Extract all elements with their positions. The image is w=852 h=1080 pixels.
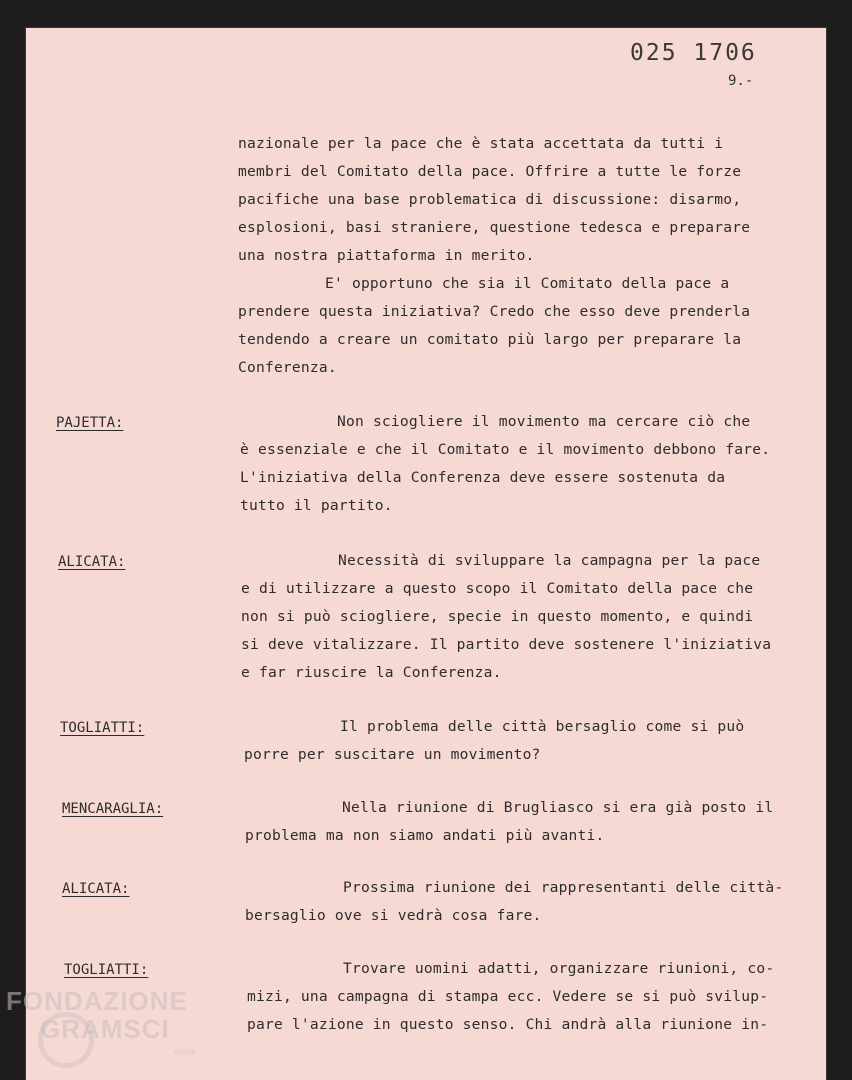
text-line: e far riuscire la Conferenza. [241, 664, 502, 681]
watermark [6, 986, 196, 1057]
text-line: L'iniziativa della Conferenza deve essere sostenuta da [240, 469, 726, 486]
text-line: è essenziale e che il Comitato e il movimento debbono fare. [240, 441, 771, 458]
text-line: bersaglio ove si vedrà cosa fare. [245, 907, 542, 924]
watermark-line: FONDAZIONE [6, 986, 188, 1016]
page-number: 9.- [728, 73, 754, 89]
watermark-line: GRAMSCI [40, 1014, 170, 1044]
text-line: tutto il partito. [240, 497, 393, 514]
text-line: Conferenza. [238, 359, 337, 376]
text-line: prendere questa iniziativa? Credo che esso deve prenderla [238, 303, 751, 320]
text-line: problema ma non siamo andati più avanti. [245, 827, 605, 844]
text-line: pacifiche una base problematica di discussione: disarmo, [238, 191, 742, 208]
watermark-line: onlus [174, 1047, 196, 1057]
text-line: tendendo a creare un comitato più largo per preparare la [238, 331, 742, 348]
text-line: E' opportuno che sia il Comitato della pace a [325, 275, 730, 292]
text-line: porre per suscitare un movimento? [244, 746, 541, 763]
text-line: e di utilizzare a questo scopo il Comitato della pace che [241, 580, 754, 597]
speaker-label-togliatti: TOGLIATTI: [64, 962, 149, 978]
text-line: Non sciogliere il movimento ma cercare ciò che [337, 413, 751, 430]
text-line: membri del Comitato della pace. Offrire a tutte le forze [238, 163, 742, 180]
text-line: una nostra piattaforma in merito. [238, 247, 535, 264]
document-id: 025 1706 [630, 40, 757, 66]
text-line: Il problema delle città bersaglio come si può [340, 718, 745, 735]
text-line: Trovare uomini adatti, organizzare riunioni, co- [343, 960, 775, 977]
text-line: pare l'azione in questo senso. Chi andrà alla riunione in- [247, 1016, 769, 1033]
text-line: mizi, una campagna di stampa ecc. Vedere se si può svilup- [247, 988, 769, 1005]
speaker-label-alicata: ALICATA: [58, 554, 126, 570]
text-line: esplosioni, basi straniere, questione tedesca e preparare [238, 219, 751, 236]
text-line: Necessità di sviluppare la campagna per la pace [338, 552, 761, 569]
text-line: non si può sciogliere, specie in questo momento, e quindi [241, 608, 754, 625]
speaker-label-mencaraglia: MENCARAGLIA: [62, 801, 164, 817]
speaker-label-alicata: ALICATA: [62, 881, 130, 897]
text-line: si deve vitalizzare. Il partito deve sostenere l'iniziativa [241, 636, 772, 653]
speaker-label-pajetta: PAJETTA: [56, 415, 124, 431]
text-line: Nella riunione di Brugliasco si era già posto il [342, 799, 774, 816]
text-line: Prossima riunione dei rappresentanti delle città- [343, 879, 784, 896]
speaker-label-togliatti: TOGLIATTI: [60, 720, 145, 736]
text-line: nazionale per la pace che è stata accettata da tutti i [238, 135, 724, 152]
